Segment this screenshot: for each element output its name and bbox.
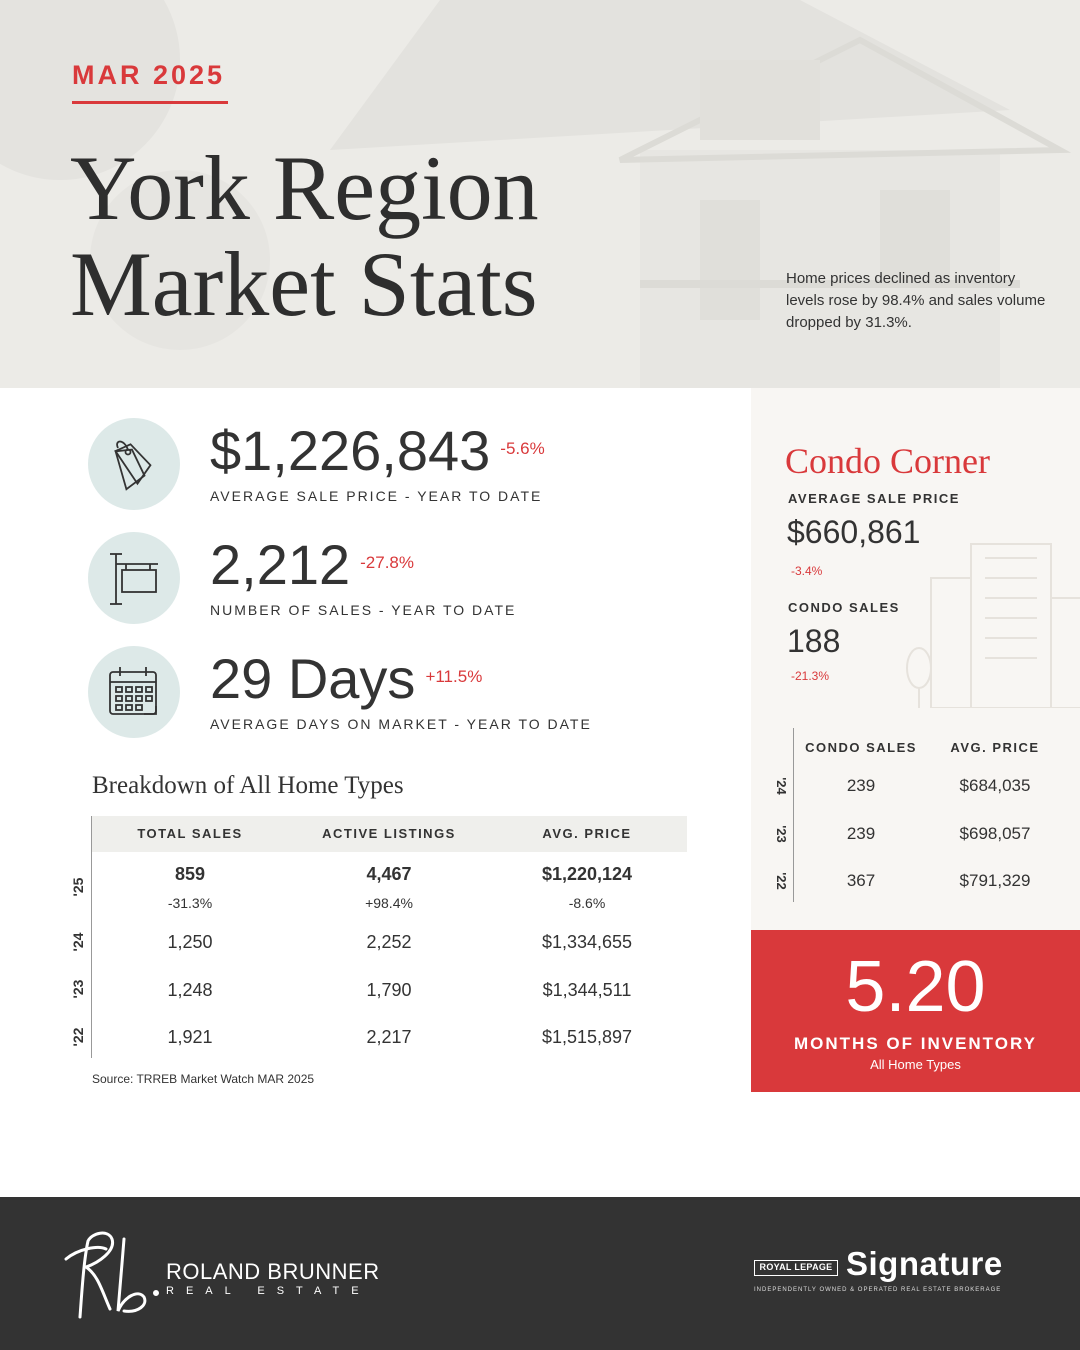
rb-signature-logo xyxy=(58,1219,168,1329)
title-line-2: Market Stats xyxy=(70,233,538,335)
stat-change: +11.5% xyxy=(425,667,483,687)
condo-cell: 367 xyxy=(846,871,876,890)
row-year: '22 xyxy=(70,1027,86,1047)
stat-value xyxy=(210,532,414,597)
stat-number: 29 Days xyxy=(210,647,416,710)
row-year: '25 xyxy=(70,877,86,897)
table-cell: 2,217 xyxy=(366,1027,412,1047)
source-note: Source: TRREB Market Watch MAR 2025 xyxy=(92,1072,315,1086)
royal-lepage-logo: ROYAL LEPAGE xyxy=(754,1260,838,1276)
condo-price-change: -3.4% xyxy=(791,564,823,578)
stat-label: AVERAGE DAYS ON MARKET - YEAR TO DATE xyxy=(210,716,592,732)
brand-name: ROLAND BRUNNER xyxy=(166,1259,380,1284)
report-date: MAR 2025 xyxy=(72,60,226,90)
table-cell: 2,252 xyxy=(366,932,412,952)
stat-number: $1,226,843 xyxy=(210,419,491,482)
table-cell-change: +98.4% xyxy=(365,895,413,911)
table-cell: $1,220,124 xyxy=(541,864,633,884)
stat-value xyxy=(210,418,545,483)
table-cell: $1,334,655 xyxy=(541,932,633,952)
condo-cell: 239 xyxy=(846,776,876,795)
table-cell: 1,250 xyxy=(167,932,213,952)
price-tag-icon xyxy=(88,418,180,510)
condo-row-year: '23 xyxy=(774,825,789,843)
stat-label: AVERAGE SALE PRICE - YEAR TO DATE xyxy=(210,488,543,504)
table-cell-change: -31.3% xyxy=(167,895,213,911)
footer xyxy=(0,1197,1080,1350)
condo-row-year: '22 xyxy=(774,872,789,890)
brokerage-tagline: INDEPENDENTLY OWNED & OPERATED REAL ESTATE BROKERAGE xyxy=(754,1287,1002,1293)
for-sale-sign-icon xyxy=(88,532,180,624)
condo-cell: 239 xyxy=(846,824,876,843)
breakdown-table xyxy=(60,816,688,1058)
market-summary: Home prices declined as inventory levels rose by 98.4% and sales volume dropped by 31.3%. xyxy=(786,270,1046,331)
stat-number-of-sales xyxy=(88,532,728,632)
title-line-1: York Region xyxy=(70,137,539,239)
table-cell-change: -8.6% xyxy=(568,895,606,911)
stat-average-price xyxy=(88,418,728,518)
row-year: '24 xyxy=(70,932,86,952)
condo-title: Condo Corner xyxy=(785,441,990,481)
months-of-inventory-box xyxy=(751,930,1080,1092)
brand-subtitle: REAL ESTATE xyxy=(166,1285,371,1297)
condo-cell: $698,057 xyxy=(959,824,1031,843)
condo-row-year: '24 xyxy=(774,777,789,795)
column-header-avg-price: AVG. PRICE xyxy=(542,826,632,841)
condo-sales-label: CONDO SALES xyxy=(788,600,900,615)
brokerage-name: Signature xyxy=(846,1245,1003,1282)
stat-label: NUMBER OF SALES - YEAR TO DATE xyxy=(210,602,517,618)
stat-change: -5.6% xyxy=(500,439,545,459)
condo-cell: $791,329 xyxy=(959,871,1031,890)
condo-corner-panel xyxy=(751,388,1080,930)
condo-sales-change: -21.3% xyxy=(791,669,830,683)
stat-change: -27.8% xyxy=(360,553,415,573)
date-underline xyxy=(72,101,228,104)
table-cell: 859 xyxy=(174,864,206,884)
table-cell: 1,921 xyxy=(167,1027,213,1047)
hero-banner xyxy=(0,0,1080,388)
condo-price-value: $660,861 xyxy=(787,514,921,550)
table-cell: 1,790 xyxy=(366,980,412,1000)
inventory-label: MONTHS OF INVENTORY xyxy=(794,1034,1037,1053)
table-cell: 4,467 xyxy=(366,864,412,884)
condo-header-sales: CONDO SALES xyxy=(805,740,917,755)
stat-value xyxy=(210,646,482,711)
row-year: '23 xyxy=(70,979,86,999)
page-title xyxy=(70,137,539,335)
column-header-total-sales: TOTAL SALES xyxy=(137,826,243,841)
condo-price-label: AVERAGE SALE PRICE xyxy=(788,491,960,506)
calendar-icon xyxy=(88,646,180,738)
inventory-sublabel: All Home Types xyxy=(870,1057,961,1072)
condo-header-price: AVG. PRICE xyxy=(950,740,1040,755)
table-cell: $1,515,897 xyxy=(541,1027,633,1047)
building-icon xyxy=(901,538,1080,708)
inventory-value: 5.20 xyxy=(845,947,986,1027)
stat-number: 2,212 xyxy=(210,533,351,596)
condo-cell: $684,035 xyxy=(959,776,1031,795)
table-cell: $1,344,511 xyxy=(542,980,632,1000)
breakdown-title: Breakdown of All Home Types xyxy=(92,772,404,799)
condo-sales-value: 188 xyxy=(787,623,841,659)
stat-days-on-market xyxy=(88,646,728,746)
column-header-active-listings: ACTIVE LISTINGS xyxy=(322,826,456,841)
table-cell: 1,248 xyxy=(167,980,213,1000)
